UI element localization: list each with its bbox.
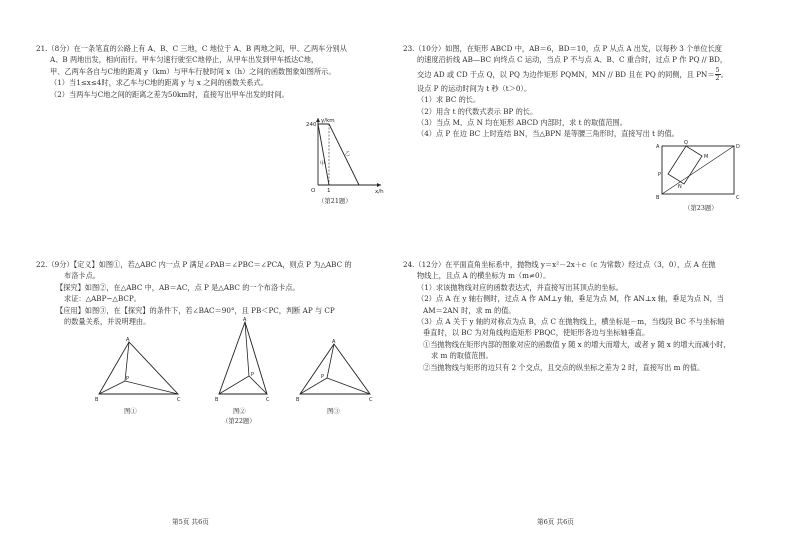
- label-n: N: [678, 184, 682, 190]
- q23-line3-end: 。: [720, 69, 728, 79]
- label-p: P: [126, 376, 130, 382]
- label-a: A: [656, 144, 660, 150]
- x-tick-1: 1: [327, 188, 331, 194]
- x-axis-arrow: [377, 183, 381, 187]
- q24-line: 求 m 的取值范围。: [431, 351, 493, 361]
- page-footer-right: 第6页 共6页: [537, 518, 574, 526]
- label-a: A: [243, 317, 247, 323]
- q24-line: ①当抛物线在矩形内部的图象对应的函数值 y 随 x 的增大而增大，或者 y 随 x 的增大而减小时，: [423, 339, 731, 349]
- x-axis-label: x/h: [375, 189, 384, 195]
- label-c: C: [266, 397, 270, 403]
- y-axis-label: y/km: [321, 118, 335, 124]
- q23-caption: （第23题）: [684, 204, 718, 212]
- q21-line: 甲、乙两车各自与C地的距离 y（km）与甲车行驶时间 x（h）之间的函数图象如图所示。: [50, 66, 336, 76]
- q21-line: （2）当两车与C地之间的距离之差为50km时，直接写出甲车出发的时间。: [50, 89, 289, 99]
- q22-line: 的数量关系，并说明理由。: [64, 317, 151, 327]
- label-c: C: [177, 397, 181, 403]
- q24-line: 物线上，且点 A 的横坐标为 m（m≠0）。: [417, 271, 551, 281]
- question-24-text: [403, 259, 731, 373]
- label-p: P: [251, 372, 255, 378]
- q23-line: 设点 P 的运动时间为 t 秒（t＞0）。: [417, 83, 532, 93]
- q22-figure-1: [95, 337, 185, 403]
- label-b: B: [215, 397, 219, 403]
- q22-line: 【应用】如图③，在【探究】的条件下，若∠BAC＝90°，且 PB＜PC，判断 AP 与 CP: [56, 305, 335, 315]
- origin-label: O: [311, 188, 316, 194]
- q23-line: （1）求 BC 的长。: [417, 95, 481, 105]
- q24-line: ②当抛物线与矩形的边只有 2 个交点，且交点的纵坐标之差为 2 时，直接写出 m 的值。: [423, 362, 705, 372]
- question-21-text: [36, 43, 347, 100]
- q24-line: 24.（12分）在平面直角坐标系中，抛物线 y＝x²－2x＋c（c 为常数）经过点（3，0），点 A 在抛: [403, 260, 716, 269]
- q22-line: 【探究】如图②，在△ABC 中，AB＝AC，点 P 是△ABC 的一个布洛卡点。: [56, 282, 300, 292]
- q22-figure-2: [215, 317, 275, 403]
- jia-label: 甲: [320, 161, 326, 167]
- q22-line: 22.（9分）【定义】如图①，若△ABC 内一点 P 满足∠PAB＝∠PBC＝∠PCA，则点 P 为△ABC 的: [36, 260, 352, 269]
- q22-fig1-label: 图①: [124, 407, 137, 415]
- q21-line: A、B 两地出发，相向而行。甲车匀速行驶至C地停止，从甲车出发到甲车抵达C地，: [50, 55, 319, 65]
- label-c: C: [736, 195, 740, 201]
- q22-line: 布洛卡点。: [64, 271, 100, 281]
- label-b: B: [95, 397, 99, 403]
- q23-line: 的速度沿折线 AB—BC 向终点 C 运动，当点 P 不与点 A、B、C 重合时，过点 P 作 PQ // BD，: [417, 55, 728, 65]
- triangle-abc: [219, 322, 267, 394]
- label-p: P: [658, 172, 662, 178]
- q21-caption: （第21题）: [318, 197, 352, 205]
- q21-line: （1）当1≤x≤4时，求乙车与C地的距离 y 与 x 之间的函数关系式。: [50, 78, 268, 88]
- q23-line: （4）点 P 在边 BC 上时连结 BN，当△BPN 是等腰三角形时，直接写出 t 的值。: [417, 129, 679, 139]
- segment-pb: [219, 376, 249, 394]
- segment-pc: [327, 378, 370, 394]
- q24-line: （1）求该抛物线对应的函数表达式，并直接写出其顶点的坐标。: [417, 282, 623, 292]
- label-m: M: [704, 154, 709, 160]
- q21-graph: [305, 115, 385, 195]
- label-a: A: [126, 337, 130, 343]
- label-c: C: [369, 397, 373, 403]
- q23-line3-text: 交边 AD 或 CD 于点 Q，以 PQ 为边作矩形 PQMN，MN // BD 且在 PQ 的同侧，且 PN＝: [417, 69, 715, 79]
- fraction-numerator: 5: [715, 66, 720, 75]
- q22-caption: （第22题）: [222, 417, 256, 425]
- q24-line: （2）点 A 在 y 轴右侧时，过点 A 作 AM⊥y 轴，垂足为点 M，作 AN⊥x 轴，垂足为点 N，当: [417, 294, 724, 304]
- label-a: A: [332, 339, 336, 345]
- y-tick-240: 240: [306, 122, 317, 128]
- segment-pc: [125, 381, 178, 394]
- label-q: Q: [684, 140, 688, 146]
- triangle-abc: [300, 344, 370, 394]
- q23-line: 23.（10分）如图，在矩形 ABCD 中，AB＝6，BD＝10，点 P 从点 A 出发，以每秒 3 个单位长度: [403, 44, 722, 53]
- question-23-text: [403, 43, 728, 140]
- q22-fig3-label: 图③: [327, 407, 340, 415]
- yi-line: [318, 124, 359, 185]
- q23-line: [403, 66, 728, 83]
- q22-line: 求证：△ABP∽△BCP。: [64, 294, 141, 304]
- q22-figure-3: [296, 339, 376, 403]
- y-axis-arrow: [316, 118, 320, 122]
- fraction-denominator: 2: [715, 74, 720, 83]
- triangle-abc: [99, 342, 178, 394]
- label-d: D: [736, 144, 740, 150]
- q23-line: （3）当点 M、点 N 均在矩形 ABCD 内部时，求 t 的取值范围。: [417, 118, 627, 128]
- question-22-text: [36, 259, 352, 327]
- q22-fig2-label: 图②: [233, 407, 246, 415]
- jia-line: [318, 124, 329, 185]
- yi-label: 乙: [345, 151, 351, 157]
- label-p: P: [321, 374, 325, 380]
- q24-line: AM＝2AN 时，求 m 的值。: [423, 305, 516, 315]
- label-b: B: [656, 195, 660, 201]
- q23-line: （2）用含 t 的代数式表示 BP 的长。: [417, 106, 538, 116]
- q23-figure: [656, 142, 741, 202]
- segment-pb: [300, 378, 327, 394]
- segment-pa: [245, 322, 249, 376]
- page-footer-left: 第5页 共6页: [172, 518, 209, 526]
- label-b: B: [296, 397, 300, 403]
- q21-line: 21.（8分）在一条笔直的公路上有 A、B、C 三地，C 地位于 A、B 两地之间，甲、乙两车分别从: [36, 44, 347, 53]
- q24-line: 垂直时，以 BC 为对角线构造矩形 PBQC，使矩形各边与坐标轴垂直。: [423, 328, 650, 338]
- q24-line: （3）点 A 关于 y 轴的对称点为点 B，点 C 在抛物线上，横坐标是－m，当线段 BC 不与坐标轴: [417, 317, 725, 327]
